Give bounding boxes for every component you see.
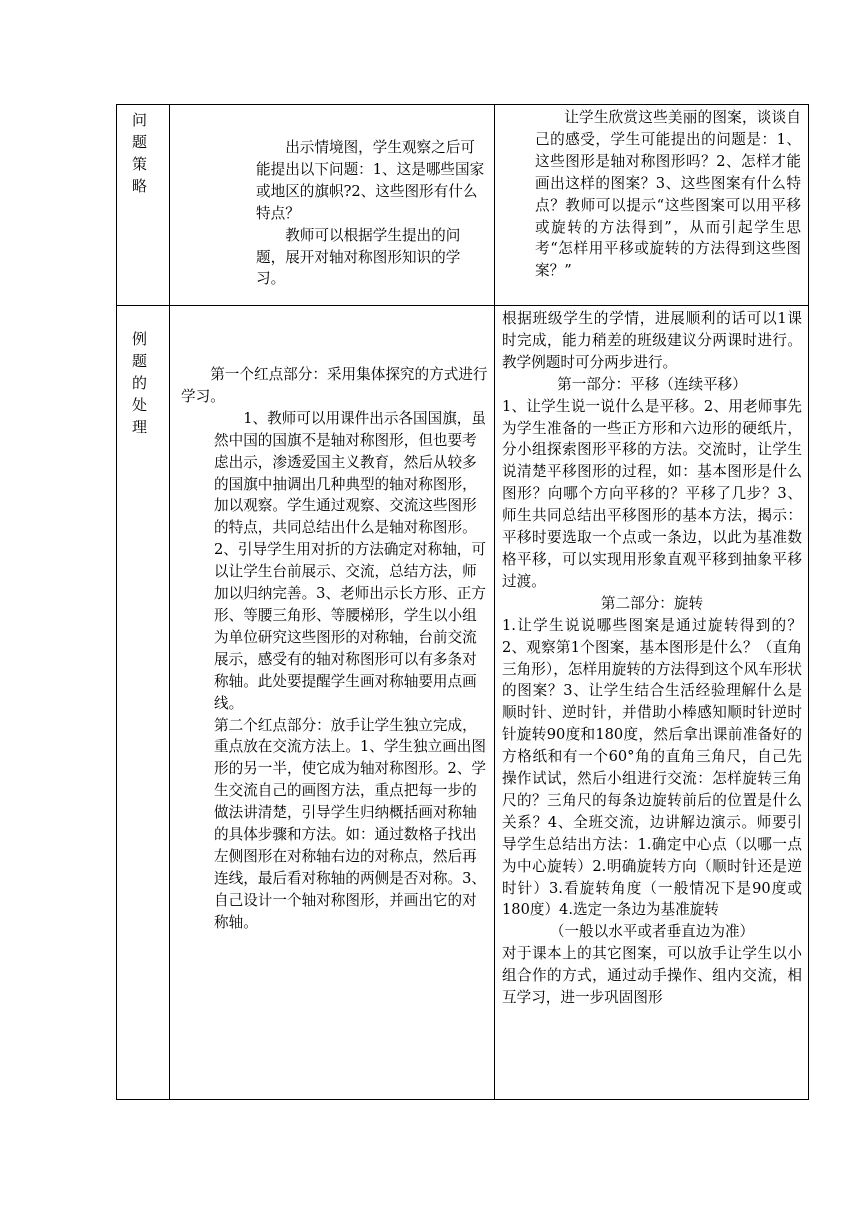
paragraph: 根据班级学生的学情，进展顺利的话可以1课时完成，能力稍差的班级建议分两课时进行。教学例题时可分两步进行。: [502, 310, 802, 371]
middle-cell: [170, 306, 495, 1100]
middle-text-block: [170, 306, 494, 934]
middle-cell: [170, 105, 495, 306]
table-row: [117, 105, 809, 306]
lesson-plan-table: [116, 104, 809, 1100]
label-char: 题: [132, 133, 148, 151]
paragraph: 第一个红点部分：采用集体探究的方式进行学习。: [181, 366, 488, 405]
row-label-cell: [117, 105, 170, 306]
label-char: 处: [132, 396, 148, 414]
vertical-label: [117, 306, 169, 438]
paragraph: 让学生欣赏这些美丽的图案，谈谈自己的感受，学生可能提出的问题是：1、这些图形是轴对称图形吗？2、怎样才能画出这样的图案？3、这些图案有什么特点？教师可以提示“这些图案可以用平移或旋转的方法得到”，从而引起学生思考“怎样用平移或旋转的方法得到这些图案？”: [535, 109, 801, 280]
label-char: 题: [132, 352, 148, 370]
right-text-block: [495, 105, 808, 282]
paragraph: 对于课本上的其它图案，可以放手让学生以小组合作的方式，通过动手操作、组内交流，相互学习，进一步巩固图形: [502, 945, 802, 1007]
paragraph: 第二个红点部分：放手让学生独立完成，重点放在交流方法上。1、学生独立画出图形的另一半，使它成为轴对称图形。2、学生交流自己的画图方法，重点把每一步的做法讲清楚，引导学生归纳概括画对称轴的具体步骤和方法。如：通过数格子找出左侧图形在对称轴右边的对称点，然后再连线，最后看对称轴的两侧是否对称。3、自己设计一个轴对称图形，并画出它的对称轴。: [214, 716, 486, 931]
right-cell: [495, 306, 809, 1100]
paragraph: 教师可以根据学生提出的问题，展开对轴对称图形知识的学习。: [256, 226, 461, 288]
table-row: [117, 306, 809, 1100]
vertical-label: [117, 105, 169, 197]
label-char: 例: [132, 330, 148, 348]
paragraph: 出示情境图，学生观察之后可能提出以下问题：1、这是哪些国家或地区的旗帜?2、这些图形有什么特点？: [256, 139, 485, 222]
section-heading: 第一部分：平移（连续平移）: [557, 375, 747, 393]
paragraph: 1、教师可以用课件出示各国国旗，虽然中国的国旗不是轴对称图形，但也要考虑出示，渗透爱国主义教育，然后从较多的国旗中抽调出几种典型的轴对称图形，加以观察。学生通过观察、交流这些图形的特点，共同总结出什么是轴对称图形。2、引导学生用对折的方法确定对称轴，可以让学生台前展示、交流，总结方法，师加以归纳完善。3、老师出示长方形、正方形、等腰三角形、等腰梯形，学生以小组为单位研究这些图形的对称轴，台前交流展示，感受有的轴对称图形可以有多条对称轴。此处要提醒学生画对称轴要用点画线。: [214, 409, 486, 712]
label-char: 问: [132, 111, 148, 129]
right-cell: [495, 105, 809, 306]
row-label-cell: [117, 306, 170, 1100]
paragraph: 1.让学生说说哪些图案是通过旋转得到的？2、观察第1个图案，基本图形是什么？（直角三角形），怎样用旋转的方法得到这个风车形状的图案？3、让学生结合生活经验理解什么是顺时针、逆时针，并借助小棒感知顺时针逆时针旋转90度和180度，然后拿出课前准备好的方格纸和有一个60°角的直角三角尺，自己先操作试试，然后小组进行交流：怎样旋转三角尺的？三角尺的每条边旋转前后的位置是什么关系？4、全班交流，边讲解边演示。师要引导学生总结出方法：1.确定中心点（以哪一点为中心旋转）2.明确旋转方向（顺时针还是逆时针）3.看旋转角度（一般情况下是90度或180度）4.选定一条边为基准旋转: [502, 616, 802, 919]
right-text-block: [495, 306, 808, 1098]
label-char: 略: [132, 177, 148, 195]
section-heading: 第二部分：旋转: [600, 594, 704, 612]
label-char: 理: [132, 418, 148, 436]
paragraph: 1、让学生说一说什么是平移。2、用老师事先为学生准备的一些正方形和六边形的硬纸片，分小组探索图形平移的方法。交流时，让学生说清楚平移图形的过程，如：基本图形是什么图形？向哪个方向平移的？平移了几步？3、师生共同总结出平移图形的基本方法，揭示：平移时要选取一个点或一条边，以此为基准数格平移，可以实现用形象直观平移到抽象平移过渡。: [502, 397, 802, 590]
middle-text-block: [170, 105, 494, 290]
paragraph: （一般以水平或者垂直边为准）: [549, 923, 755, 941]
label-char: 的: [132, 374, 148, 392]
label-char: 策: [132, 155, 148, 173]
